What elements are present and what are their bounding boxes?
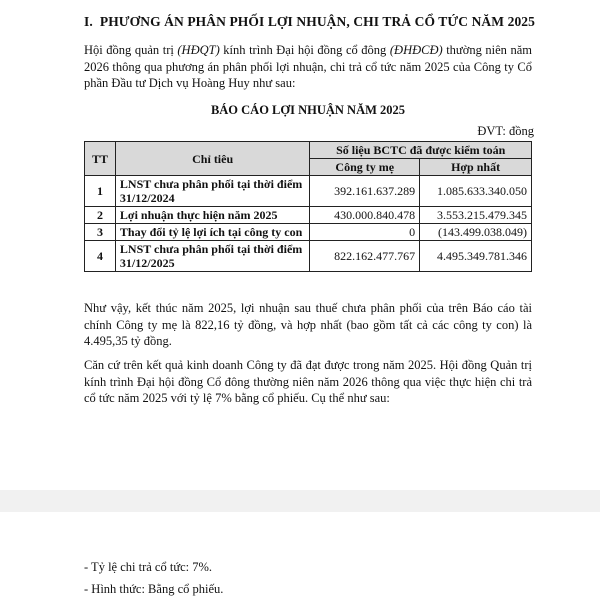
intro-abbr-hdqt: (HĐQT): [177, 43, 220, 57]
cell-mother: 0: [310, 224, 420, 241]
intro-text-1: Hội đồng quản trị: [84, 43, 178, 57]
section-heading: [84, 14, 535, 30]
header-group: Số liệu BCTC đã được kiểm toán: [310, 142, 532, 159]
dividend-paragraph: Căn cứ trên kết quả kinh doanh Công ty đã đạt được trong năm 2025. Hội đồng Quản trị kính trình Đại hội đồng Cổ đông thường niên năm 2026 thông qua việc thực hiện chi trả cổ tức năm 2025 với tỷ lệ 7% bằng cổ phiếu. Cụ thể như sau:: [84, 358, 532, 405]
cell-mother: 430.000.840.478: [310, 207, 420, 224]
cell-consolidated: 4.495.349.781.346: [420, 241, 532, 272]
section-number: I.: [84, 14, 93, 29]
table-header-row: [85, 142, 532, 159]
cell-tt: 3: [85, 224, 116, 241]
table-row: [85, 241, 532, 272]
cell-label: Thay đổi tỷ lệ lợi ích tại công ty con: [115, 224, 309, 241]
table-row: [85, 176, 532, 207]
report-title: BÁO CÁO LỢI NHUẬN NĂM 2025: [210, 103, 406, 117]
cell-label: Lợi nhuận thực hiện năm 2025: [115, 207, 309, 224]
intro-text-2: kính trình Đại hội đồng cổ đông: [219, 43, 390, 57]
list-item-form: - Hình thức: Bằng cổ phiếu.: [84, 582, 224, 596]
intro-text-3: thường niên năm 2026 thông qua phương án phân phối lợi nhuận, chi trả cổ tức năm 2025 của Công ty Cổ phần Đầu tư Dịch vụ Hoàng Huy như sau:: [84, 43, 532, 90]
cell-label: LNST chưa phân phối tại thời điểm 31/12/2025: [115, 241, 309, 272]
table-row: [85, 207, 532, 224]
profit-table: [84, 141, 532, 272]
list-item-rate: - Tỷ lệ chi trả cổ tức: 7%.: [84, 560, 213, 574]
header-mother: Công ty mẹ: [310, 159, 420, 176]
cell-consolidated: (143.499.038.049): [420, 224, 532, 241]
cell-tt: 1: [85, 176, 116, 207]
page-gap: [0, 490, 600, 512]
cell-consolidated: 3.553.215.479.345: [420, 207, 532, 224]
cell-label: LNST chưa phân phối tại thời điểm 31/12/2024: [115, 176, 309, 207]
intro-abbr-dhdcd: (ĐHĐCĐ): [389, 43, 443, 57]
section-title: PHƯƠNG ÁN PHÂN PHỐI LỢI NHUẬN, CHI TRẢ CỔ TỨC NĂM 2025: [99, 14, 535, 29]
header-consolidated: Hợp nhất: [420, 159, 532, 176]
cell-consolidated: 1.085.633.340.050: [420, 176, 532, 207]
summary-paragraph: Như vậy, kết thúc năm 2025, lợi nhuận sau thuế chưa phân phối của trên Báo cáo tài chính Công ty mẹ là 822,16 tỷ đồng, và hợp nhất (bao gồm tất cả các công ty con) là 4.495,35 tỷ đồng.: [84, 301, 532, 348]
cell-tt: 2: [85, 207, 116, 224]
unit-label: ĐVT: đồng: [477, 124, 534, 138]
cell-mother: 392.161.637.289: [310, 176, 420, 207]
cell-tt: 4: [85, 241, 116, 272]
table-row: [85, 224, 532, 241]
cell-mother: 822.162.477.767: [310, 241, 420, 272]
header-tt: TT: [85, 142, 116, 176]
header-label: Chỉ tiêu: [115, 142, 309, 176]
intro-paragraph: [84, 42, 532, 92]
